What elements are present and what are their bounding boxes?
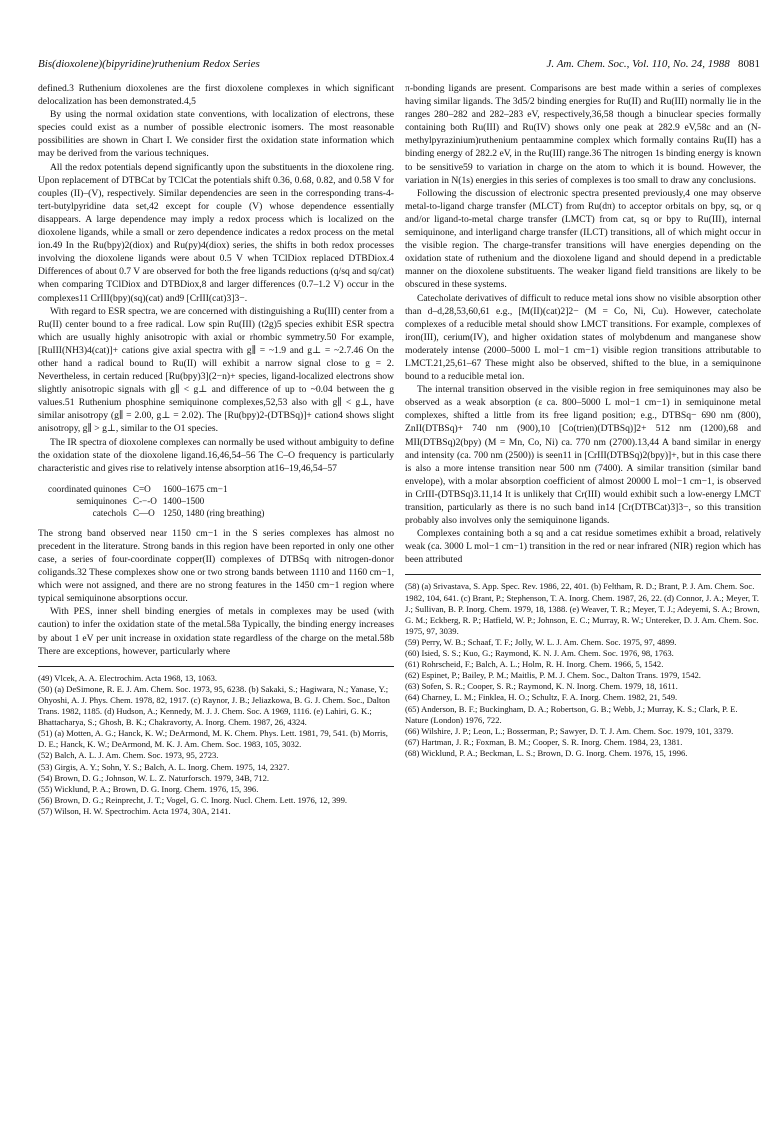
- body-paragraph: Following the discussion of electronic spectra presented previously,4 one may observe metal-to-ligand charge transfer (MLCT) from Ru(dπ) to acceptor orbitals on bpy, sq, or q and/or ligand-to-metal charge transfer (LMCT) from cat, sq or bpy to Ru(III), internal semiquinone, and interligand charge transfer (ILCT) transitions, all of which might occur in the visible region. The charge-transfer transitions will have energies depending on the oxidation state of ruthenium and the dioxolene ligand and should depend in a predictable manner on the dioxolene substituents. The weaker ligand field transitions are likely to be obscured in these systems.: [405, 187, 761, 291]
- reference-item: (66) Wilshire, J. P.; Leon, L.; Bosserman, P.; Sawyer, D. T. J. Am. Chem. Soc. 1979, 101, 3379.: [405, 725, 734, 736]
- reference-item: (50) (a) DeSimone, R. E. J. Am. Chem. Soc. 1973, 95, 6238. (b) Sakaki, S.; Hagiwara, N.; Yanase, Y.; Ohyoshi, A. J. Phys. Chem. 1978, 82, 1917. (c) Raynor, J. B.; Jeliazkowa, B. G. J. Chem. Soc., Dalton Trans. 1982, 1185. (d) Hudson, A.; Kennedy, M. J. J. Chem. Soc. A 1969, 1116. (e) Lahiri, G. K.; Bhattacharya, S.; Ghosh, B. K.; Chakravorty, A. Inorg. Chem. 1987, 26, 4324.: [38, 683, 390, 728]
- reference-item: (52) Balch, A. L. J. Am. Chem. Soc. 1973, 95, 2723.: [38, 750, 219, 761]
- table-cell: 1600–1675 cm−1: [162, 483, 228, 494]
- table-row: [48, 507, 270, 519]
- reference-item: (57) Wilson, H. W. Spectrochim. Acta 1974, 30A, 2141.: [38, 805, 231, 816]
- body-paragraph: Complexes containing both a sq and a cat residue sometimes exhibit a broad, relatively weak (ca. 3000 L mol−1 cm−1) transition in the red or near infrared (NIR) region which has been attributed: [405, 528, 761, 566]
- table-cell: C—O: [132, 507, 155, 518]
- reference-item: (65) Anderson, B. F.; Buckingham, D. A.; Robertson, G. B.; Webb, J.; Murray, K. S.; Clark, P. E. Nature (London) 1976, 722.: [405, 703, 738, 725]
- footnote-divider: [38, 666, 394, 667]
- table-cell: coordinated quinones: [48, 483, 127, 494]
- reference-item: (58) (a) Srivastava, S. App. Spec. Rev. 1986, 22, 401. (b) Feltham, R. D.; Brant, P. J. Am. Chem. Soc. 1982, 104, 641. (c) Brant, P.; Stephenson, T. A. Inorg. Chem. 1987, 26, 22. (d) Connor, J. A.; Meyer, T. J.; Sullivan, B. P. Inorg. Chem. 1979, 18, 1388. (e) Weaver, T. R.; Meyer, T. J.; Adeyemi, S. A.; Brown, G. M.; Eckberg, R. P.; Hatfield, W. P.; Johnson, E. C.; Murray, R. W.; Untereker, D. J. Am. Chem. Soc. 1975, 97, 3039.: [405, 581, 760, 636]
- body-paragraph: π-bonding ligands are present. Comparisons are best made within a series of complexes having similar ligands. The 3d5/2 binding energies for Ru(II) and Ru(III) normally lie in the ranges 280–282 and 282–283 eV, respectively,36,58 though a binuclear species formally containing both Ru(III) and Ru(IV) shows only one peak at 282.9 eV,58c and an (N-methylpyrazinium)ruthenium pentaammine complex which formally contains Ru(II) has a binding energy of 282.2 eV, in the Ru(III) range.36 The nitrogen 1s binding energy is known to be sensitive59 to variation in charge on the atom to which it is bound. However, the variation in N(1s) energies in this series of complexes is too small to draw any conclusions.: [405, 83, 761, 186]
- table-cell: catechols: [92, 507, 127, 518]
- body-paragraph: By using the normal oxidation state conventions, with localization of electrons, these species could exist as a number of possible electronic isomers. The most reasonable possibilities are shown in Chart I. We consider first the oxidation state information which may be derived from the various techniques.: [38, 109, 394, 160]
- body-paragraph: The IR spectra of dioxolene complexes can normally be used without ambiguity to define the oxidation state of the dioxolene ligand.16,46,54–56 The C–O frequency is particularly characteristic and gives rise to relatively intense absorption at16–19,46,54–57: [38, 436, 394, 474]
- journal-info: J. Am. Chem. Soc., Vol. 110, No. 24, 1988: [546, 58, 730, 70]
- reference-item: (64) Charney, L. M.; Finklea, H. O.; Schultz, F. A. Inorg. Chem. 1982, 21, 549.: [405, 692, 678, 703]
- reference-item: (60) Isied, S. S.; Kuo, G.; Raymond, K. N. J. Am. Chem. Soc. 1976, 98, 1763.: [405, 648, 674, 659]
- reference-item: (63) Sofen, S. R.; Cooper, S. R.; Raymond, K. N. Inorg. Chem. 1979, 18, 1611.: [405, 681, 678, 692]
- table-cell: 1400–1500: [162, 495, 205, 506]
- body-paragraph: Catecholate derivatives of difficult to reduce metal ions show no visible absorption other than d–d,28,53,60,61 e.g., [M(II)(cat)2]2− (M = Co, Ni, Cu). However, catecholate complexes of a reducible metal should show LMCT transitions. For example, complexes of iron(III), cerium(IV), and higher oxidation states of molybdenum and manganese show moderately intense (2000–5000 L mol−1 cm−1) visible region transitions attributable to LMCT.21,25,61–67 These might also be observed, shifted to the blue, in a semiquinone bound to a reducible metal ion.: [405, 292, 761, 383]
- reference-item: (51) (a) Motten, A. G.; Hanck, K. W.; DeArmond, M. K. Chem. Phys. Lett. 1981, 79, 541. (b) Morris, D. E.; Hanck, K. W.; DeArmond, M. K. J. Am. Chem. Soc. 1983, 105, 3032.: [38, 728, 388, 750]
- reference-item: (49) Vlcek, A. A. Electrochim. Acta 1968, 13, 1063.: [38, 672, 218, 683]
- body-paragraph: defined.3 Ruthenium dioxolenes are the first dioxolene complexes in which significant delocalization has been demonstrated.4,5: [38, 83, 394, 108]
- page-number: 8081: [738, 58, 760, 70]
- footnote-divider: [405, 574, 761, 575]
- reference-item: (67) Hartman, J. R.; Foxman, B. M.; Cooper, S. R. Inorg. Chem. 1984, 23, 1381.: [405, 736, 683, 747]
- reference-item: (55) Wicklund, P. A.; Brown, D. G. Inorg. Chem. 1976, 15, 396.: [38, 783, 259, 794]
- left-column: [38, 82, 394, 817]
- body-paragraph: With PES, inner shell binding energies of metals in complexes may be used (with caution) to infer the oxidation state of the metal.58a Typically, the binding energy increases by about 1 eV per unit increase in oxidation state regardless of the charge on the metal.58b There are exceptions, however, particularly where: [38, 606, 394, 657]
- table-cell: 1250, 1480 (ring breathing): [162, 507, 265, 518]
- body-paragraph: The internal transition observed in the visible region in free semiquinones may also be observed as a weak absorption (ε ca. 800–5000 L mol−1 cm−1) in semiquinone metal complexes, shifted a little from its free ligand position; e.g., DTBSq− 690 nm (800), ZnII(DTBSq)+ 740 nm (900),10 [Co(trien)(DTBSq)]2+ 512 nm (1200),68 and MII(DTBSq)2(bpy) (M = Mn, Co, Ni) ca. 770 nm (2700).13,44 A band similar in energy and intensity (ca. 700 nm (2500)) is seen11 in [CrIII(DTBSq)2(bpy)]+, but in this case there is also a more intense transition near 500 nm (7400). A similar transition (similar band envelope), with a molar absorption coefficient of almost 20000 L mol−1 cm−1, is observed in CrIII-(DTBSq)3.11,14 It is unlikely that Cr(III) would exhibit such a low-energy LMCT transition, particularly as there is no such band in14 [Cr(DTBCat)3]3−, so this transition probably also involves only the semiquinone ligands.: [405, 384, 761, 527]
- running-title: Bis(dioxolene)(bipyridine)ruthenium Redox Series: [38, 58, 260, 70]
- reference-item: (68) Wicklund, P. A.; Beckman, L. S.; Brown, D. G. Inorg. Chem. 1976, 15, 1996.: [405, 747, 688, 758]
- reference-item: (62) Espinet, P.; Bailey, P. M.; Maitlis, P. M. J. Chem. Soc., Dalton Trans. 1979, 1542.: [405, 670, 701, 681]
- body-paragraph: With regard to ESR spectra, we are concerned with distinguishing a Ru(III) center from a Ru(II) center bound to a free radical. Low spin Ru(III) (t2g)5 species exhibit ESR spectra which are usually highly anisotropic with axial or rhombic symmetry.50 For example, [RuIII(NH3)4(cat)]+ cations give axial spectra with g∥ = ~1.9 and g⊥ = ~2.7.46 On the other hand a radical bound to Ru(II) will exhibit a narrow signal close to g = 2. Nevertheless, in certain reduced [Ru(bpy)3](2−n)+ species, ligand-localized electrons show slightly anisotropic signals with g∥ < g⊥ and difference of up to ~0.04 between the g values.51 Ruthenium phosphine semiquinone complexes,52,53 also with g∥ < g⊥, have similar anisotropy (g∥ = 2.00, g⊥ = 2.02). The [Ru(bpy)2-(DTBSq)]+ cation4 shows slight anisotropy, g∥ > g⊥, similar to the O1 species.: [38, 305, 394, 435]
- body-paragraph: All the redox potentials depend significantly upon the substituents in the dioxolene ring. Upon replacement of DTBCat by TClCat the potentials shift 0.36, 0.68, 0.82, and 0.58 V for couples (II)–(V), respectively. Similar dependencies are seen in the corresponding trans-4-tert-butylpyridine data set,42 except for couple (V) whose dependence essentially disappears. A large dependence may imply a redox process which is localized on the dioxolene ligands, while a small or zero dependence indicates a redox process on the metal ion.49 In the Ru(bpy)2(diox) and Ru(py)4(diox) series, the shifts in both redox processes involving the dioxolene ligands were about 0.5 V when TClDiox replaced DTBDiox.4 Differences of about 0.7 V are observed for both the free ligands reductions (q/sq and sq/cat) when comparing TClDiox and DTBDiox,8 and larger differences (0.7–1.2 V) occur in the complexes11 CrIII(bpy)(sq)(cat) and9 [CrIII(cat)3]3−.: [38, 161, 394, 304]
- reference-list: [405, 581, 761, 759]
- reference-item: (56) Brown, D. G.; Reinprecht, J. T.; Vogel, G. C. Inorg. Nucl. Chem. Lett. 1976, 12, 399.: [38, 794, 348, 805]
- running-header: [38, 58, 760, 74]
- table-cell: semiquinones: [76, 495, 127, 506]
- table-cell: C-−-O: [132, 495, 157, 506]
- table-row: [48, 495, 270, 507]
- table-row: [48, 483, 270, 495]
- table-cell: C=O: [132, 483, 151, 494]
- reference-item: (61) Rohrscheid, F.; Balch, A. L.; Holm, R. H. Inorg. Chem. 1966, 5, 1542.: [405, 659, 664, 670]
- reference-item: (54) Brown, D. G.; Johnson, W. L. Z. Naturforsch. 1979, 34B, 712.: [38, 772, 270, 783]
- reference-item: (59) Perry, W. B.; Schaaf, T. F.; Jolly, W. L. J. Am. Chem. Soc. 1975, 97, 4899.: [405, 636, 677, 647]
- journal-citation: [547, 58, 760, 70]
- body-paragraph: The strong band observed near 1150 cm−1 in the S series complexes has almost no precedent in the literature. Strong bands in this region have been reported in only one other case, a series of four-coordinate copper(II) complexes of DTBSq with nitrogen-donor coligands.32 These complexes show one or two strong bands between 1110 and 1160 cm−1, which were not assigned, and there are no strong features in the 1450 cm−1 region where typical semiquinone absorptions occur.: [38, 527, 394, 605]
- reference-item: (53) Girgis, A. Y.; Sohn, Y. S.; Balch, A. L. Inorg. Chem. 1975, 14, 2327.: [38, 761, 290, 772]
- ir-frequency-table: [48, 483, 270, 519]
- reference-list: [38, 673, 394, 817]
- right-column: [405, 82, 761, 759]
